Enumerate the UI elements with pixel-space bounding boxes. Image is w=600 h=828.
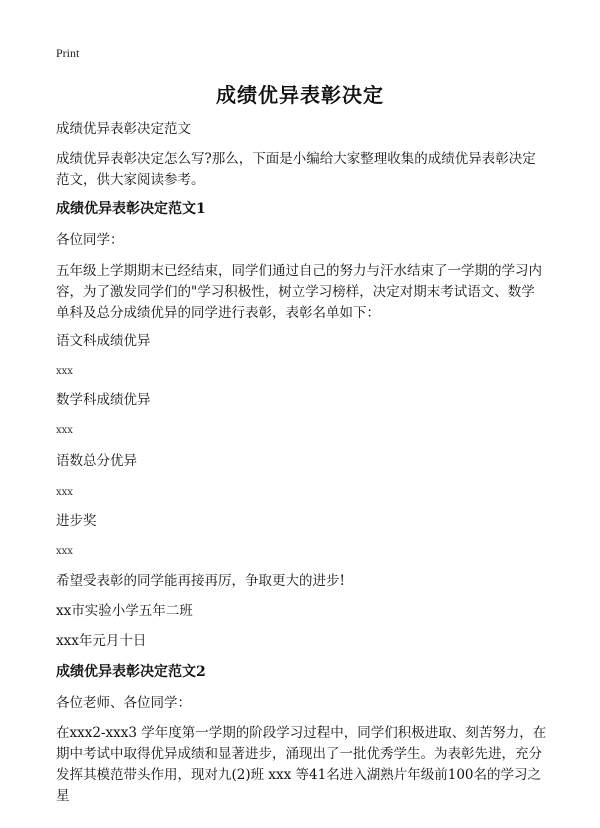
section1-paragraph: 五年级上学期期末已经结束，同学们通过自己的努力与汗水结束了一学期的学习内容，为了激发同学们的"学习积极性，树立学习榜样，决定对期末考试语文、数学单科及总分成绩优异的同学进行表彰，表彰名单如下：	[56, 263, 542, 321]
section2-paragraph: 在xxx2-xxx3 学年度第一学期的阶段学习过程中，同学们积极进取、刻苦努力，在期中考试中取得优异成绩和显著进步，涌现出了一批优秀学生。为表彰先进，充分发挥其模范带头作用，现对九(2)班 xxx 等41名进入湖熟片年级前100名的学习之星	[56, 725, 547, 804]
award-math: 数学科成绩优异	[56, 392, 151, 408]
signature-date: xxx年元月十日	[56, 633, 147, 649]
name-placeholder-4: xxx	[56, 546, 73, 557]
award-total: 语数总分优异	[56, 453, 137, 469]
name-placeholder-1: xxx	[56, 366, 73, 377]
section1-heading: 成绩优异表彰决定范文1	[56, 201, 206, 217]
school-signature: xx市实验小学五年二班	[56, 603, 193, 619]
subtitle: 成绩优异表彰决定范文	[56, 121, 191, 137]
name-placeholder-3: xxx	[56, 487, 73, 498]
section1-closing: 希望受表彰的同学能再接再厉，争取更大的进步!	[56, 573, 345, 589]
section2-greeting: 各位老师、各位同学：	[56, 695, 191, 711]
document-title: 成绩优异表彰决定	[216, 83, 384, 107]
print-label: Print	[56, 46, 80, 60]
intro-paragraph: 成绩优异表彰决定怎么写?那么，下面是小编给大家整理收集的成绩优异表彰决定范文，供大家阅读参考。	[56, 151, 536, 188]
award-chinese: 语文科成绩优异	[56, 333, 151, 349]
section2-heading: 成绩优异表彰决定范文2	[56, 664, 206, 680]
award-progress: 进步奖	[56, 513, 97, 529]
name-placeholder-2: xxx	[56, 425, 73, 436]
section1-greeting: 各位同学：	[56, 232, 124, 248]
